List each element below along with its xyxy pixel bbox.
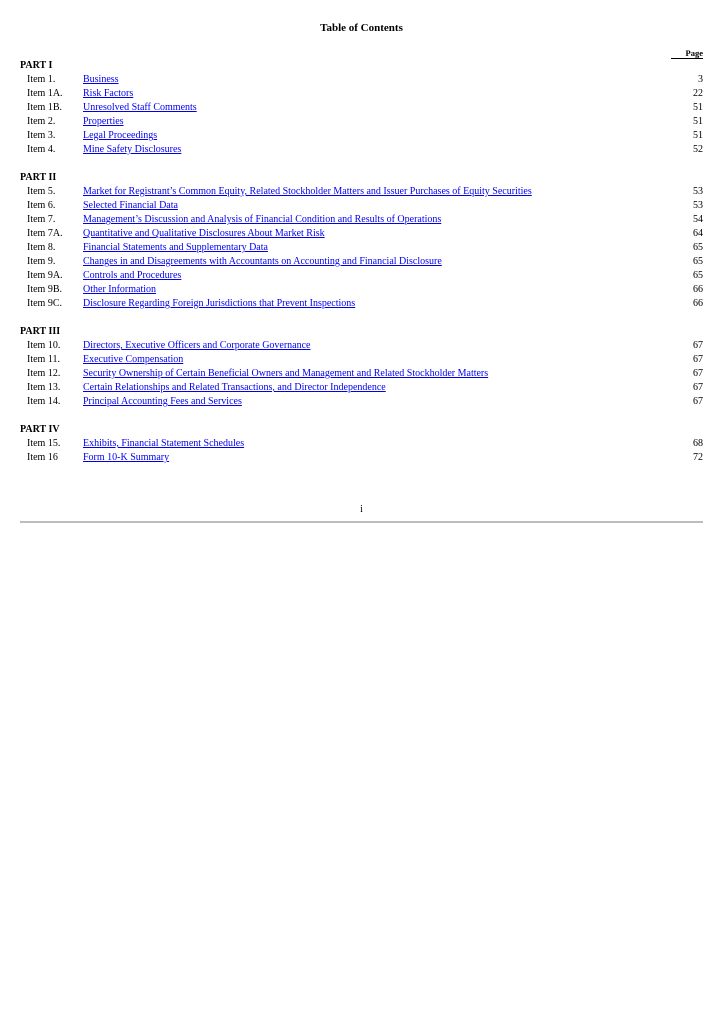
item-page-number: 22 (693, 88, 703, 99)
toc-row (20, 367, 703, 381)
toc-row (20, 129, 703, 143)
toc-link[interactable]: Market for Registrant’s Common Equity, Related Stockholder Matters and Issuer Purchases of Equity Securities (83, 186, 532, 197)
toc-link[interactable]: Disclosure Regarding Foreign Jurisdictions that Prevent Inspections (83, 298, 356, 309)
item-number: Item 15. (27, 438, 61, 449)
part-title: PART II (20, 172, 57, 183)
item-page-number: 64 (693, 228, 703, 239)
toc-link[interactable]: Other Information (83, 284, 157, 295)
item-number: Item 12. (27, 368, 61, 379)
toc-parts (20, 59, 703, 479)
toc-link[interactable]: Management’s Discussion and Analysis of Financial Condition and Results of Operations (83, 214, 442, 225)
toc-link[interactable]: Executive Compensation (83, 354, 184, 365)
item-page-number: 65 (693, 256, 703, 267)
item-number: Item 9C. (27, 298, 62, 309)
toc-row (20, 395, 703, 409)
toc-row (20, 115, 703, 129)
toc-link[interactable]: Exhibits, Financial Statement Schedules (83, 438, 245, 449)
item-number: Item 10. (27, 340, 61, 351)
toc-row (20, 297, 703, 311)
item-page-number: 72 (693, 452, 703, 463)
item-page-number: 3 (698, 74, 703, 85)
item-page-number: 68 (693, 438, 703, 449)
toc-link[interactable]: Business (83, 74, 119, 85)
toc-link[interactable]: Selected Financial Data (83, 200, 178, 211)
toc-link[interactable]: Security Ownership of Certain Beneficial Owners and Management and Related Stockholder Matters (83, 368, 489, 379)
part-title: PART III (20, 326, 61, 337)
item-page-number: 67 (693, 368, 703, 379)
item-number: Item 5. (27, 186, 56, 197)
toc-row (20, 73, 703, 87)
item-page-number: 65 (693, 242, 703, 253)
item-page-number: 51 (693, 102, 703, 113)
item-page-number: 67 (693, 340, 703, 351)
toc-part (20, 171, 703, 311)
toc-part (20, 423, 703, 465)
item-number: Item 7. (27, 214, 56, 225)
toc-link[interactable]: Principal Accounting Fees and Services (83, 396, 242, 407)
toc-row (20, 437, 703, 451)
toc-row (20, 255, 703, 269)
item-number: Item 16 (27, 452, 58, 463)
toc-row (20, 283, 703, 297)
page-column-header: Page (671, 48, 703, 59)
toc-part (20, 325, 703, 409)
part-title: PART IV (20, 424, 60, 435)
item-page-number: 53 (693, 200, 703, 211)
item-page-number: 67 (693, 382, 703, 393)
item-page-number: 51 (693, 116, 703, 127)
item-page-number: 53 (693, 186, 703, 197)
item-page-number: 66 (693, 284, 703, 295)
toc-row (20, 101, 703, 115)
page-title: Table of Contents (320, 22, 403, 34)
item-number: Item 13. (27, 382, 61, 393)
item-number: Item 2. (27, 116, 56, 127)
toc-link[interactable]: Certain Relationships and Related Transactions, and Director Independence (83, 382, 386, 393)
toc-row (20, 143, 703, 157)
toc-link[interactable]: Legal Proceedings (83, 130, 158, 141)
item-number: Item 6. (27, 200, 56, 211)
item-page-number: 51 (693, 130, 703, 141)
item-page-number: 52 (693, 144, 703, 155)
part-title: PART I (20, 60, 53, 71)
toc-row (20, 213, 703, 227)
item-page-number: 66 (693, 298, 703, 309)
item-page-number: 54 (693, 214, 703, 225)
toc-link[interactable]: Controls and Procedures (83, 270, 182, 281)
toc-row (20, 451, 703, 465)
item-number: Item 9. (27, 256, 56, 267)
toc-row (20, 339, 703, 353)
item-number: Item 1B. (27, 102, 62, 113)
footer-page-number: i (360, 504, 363, 515)
item-number: Item 9B. (27, 284, 62, 295)
toc-row (20, 381, 703, 395)
item-page-number: 65 (693, 270, 703, 281)
toc-row (20, 185, 703, 199)
item-page-number: 67 (693, 396, 703, 407)
toc-link[interactable]: Quantitative and Qualitative Disclosures About Market Risk (83, 228, 325, 239)
toc-link[interactable]: Directors, Executive Officers and Corporate Governance (83, 340, 311, 351)
toc-link[interactable]: Risk Factors (83, 88, 134, 99)
toc-link[interactable]: Mine Safety Disclosures (83, 144, 182, 155)
item-number: Item 14. (27, 396, 61, 407)
toc-part (20, 59, 703, 157)
toc-link[interactable]: Changes in and Disagreements with Accountants on Accounting and Financial Disclosure (83, 256, 442, 267)
toc-link[interactable]: Unresolved Staff Comments (83, 102, 197, 113)
toc-link[interactable]: Financial Statements and Supplementary Data (83, 242, 268, 253)
toc-row (20, 353, 703, 367)
item-page-number: 67 (693, 354, 703, 365)
toc-row (20, 227, 703, 241)
item-number: Item 9A. (27, 270, 63, 281)
item-number: Item 1. (27, 74, 56, 85)
toc-row (20, 199, 703, 213)
item-number: Item 1A. (27, 88, 63, 99)
toc-row (20, 269, 703, 283)
item-number: Item 7A. (27, 228, 63, 239)
item-number: Item 8. (27, 242, 56, 253)
item-number: Item 3. (27, 130, 56, 141)
footer-divider (20, 521, 703, 523)
toc-link[interactable]: Properties (83, 116, 124, 127)
item-number: Item 11. (27, 354, 60, 365)
toc-row (20, 87, 703, 101)
toc-link[interactable]: Form 10-K Summary (83, 452, 170, 463)
toc-row (20, 241, 703, 255)
item-number: Item 4. (27, 144, 56, 155)
